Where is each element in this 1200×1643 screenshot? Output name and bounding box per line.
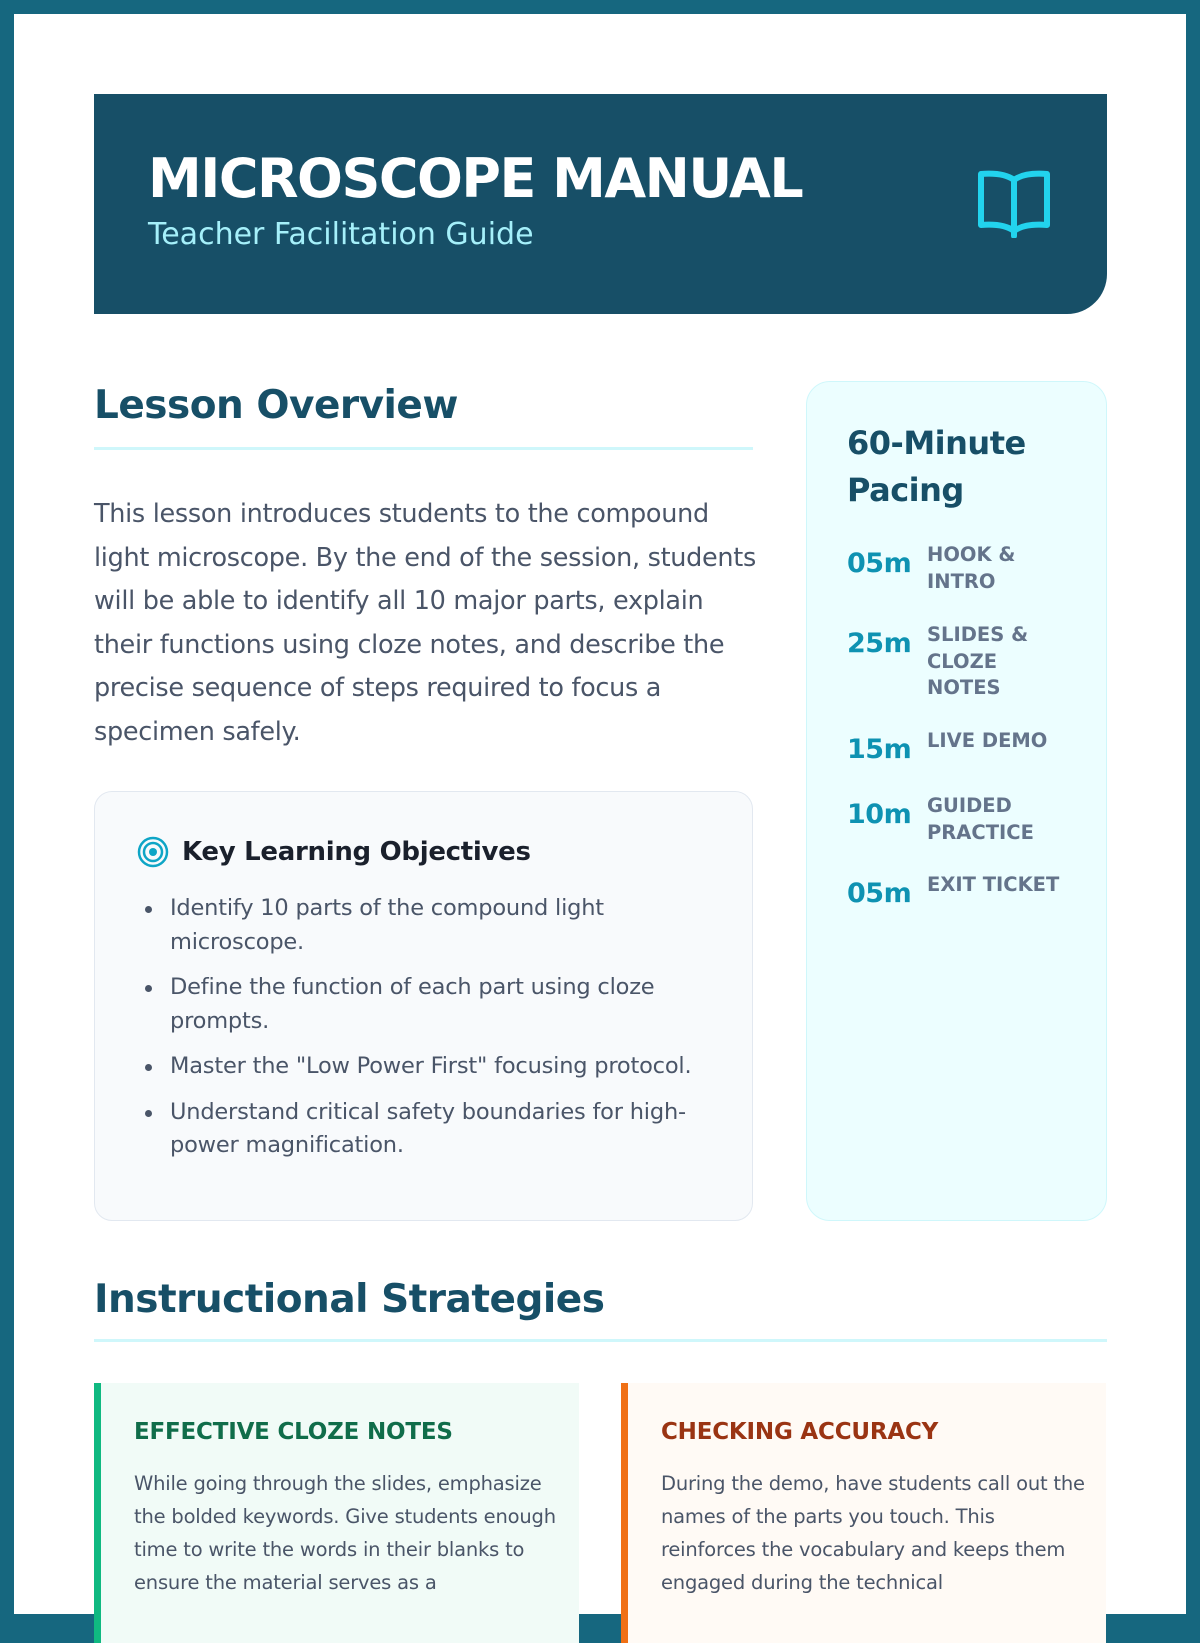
pacing-label: GUIDED PRACTICE xyxy=(927,794,1034,844)
objective-item: Understand critical safety boundaries for high-power magnification. xyxy=(135,1096,725,1163)
pacing-row xyxy=(847,872,1067,907)
page xyxy=(14,14,1186,1614)
strategy-card-checking-accuracy xyxy=(621,1383,1106,1643)
overview-title: Lesson Overview xyxy=(94,383,458,428)
pacing-time: 15m xyxy=(847,734,912,765)
objective-item: Master the "Low Power First" focusing protocol. xyxy=(135,1050,725,1084)
pacing-time: 25m xyxy=(847,628,912,659)
pacing-box xyxy=(806,381,1107,1221)
strategy-card-cloze-notes xyxy=(94,1383,579,1643)
pacing-row xyxy=(847,622,1037,702)
strategies-title: Instructional Strategies xyxy=(94,1277,605,1322)
pacing-time: 05m xyxy=(847,548,912,579)
objective-item: Define the function of each part using cloze prompts. xyxy=(135,971,725,1038)
header-banner xyxy=(94,94,1107,314)
strategy-body: While going through the slides, emphasize the bolded keywords. Give students enough time to write the words in their blanks to ensure the material serves as a xyxy=(134,1472,556,1594)
pacing-label: LIVE DEMO xyxy=(927,729,1048,752)
objectives-list xyxy=(135,892,725,1175)
pacing-label: EXIT TICKET xyxy=(927,873,1060,896)
pacing-row xyxy=(847,542,1037,595)
objectives-box xyxy=(94,791,753,1221)
pacing-row xyxy=(847,793,1037,846)
page-subtitle: Teacher Facilitation Guide xyxy=(148,217,534,252)
strategy-body: During the demo, have students call out the names of the parts you touch. This reinforces the vocabulary and keeps them engaged during the technical xyxy=(661,1472,1085,1594)
objective-item: Identify 10 parts of the compound light microscope. xyxy=(135,892,725,959)
page-title: MICROSCOPE MANUAL xyxy=(148,147,803,210)
strategy-heading: CHECKING ACCURACY xyxy=(661,1419,939,1445)
strategy-heading: EFFECTIVE CLOZE NOTES xyxy=(134,1419,453,1445)
book-open-icon xyxy=(976,168,1052,238)
pacing-time: 05m xyxy=(847,878,912,909)
pacing-time: 10m xyxy=(847,799,912,830)
overview-text: This lesson introduces students to the compound light microscope. By the end of the session, students will be able to identify all 10 major parts, explain their functions using cloze notes, and describe the precise sequence of steps required to focus a specimen safely. xyxy=(94,499,756,747)
target-icon xyxy=(137,836,169,868)
objectives-title: Key Learning Objectives xyxy=(182,837,531,867)
overview-divider xyxy=(94,447,753,450)
pacing-title: 60-Minute Pacing xyxy=(847,424,1026,509)
strategies-divider xyxy=(94,1339,1107,1342)
pacing-label: SLIDES & CLOZE NOTES xyxy=(927,623,1029,699)
pacing-row xyxy=(847,728,1057,763)
pacing-label: HOOK & INTRO xyxy=(927,543,1016,593)
